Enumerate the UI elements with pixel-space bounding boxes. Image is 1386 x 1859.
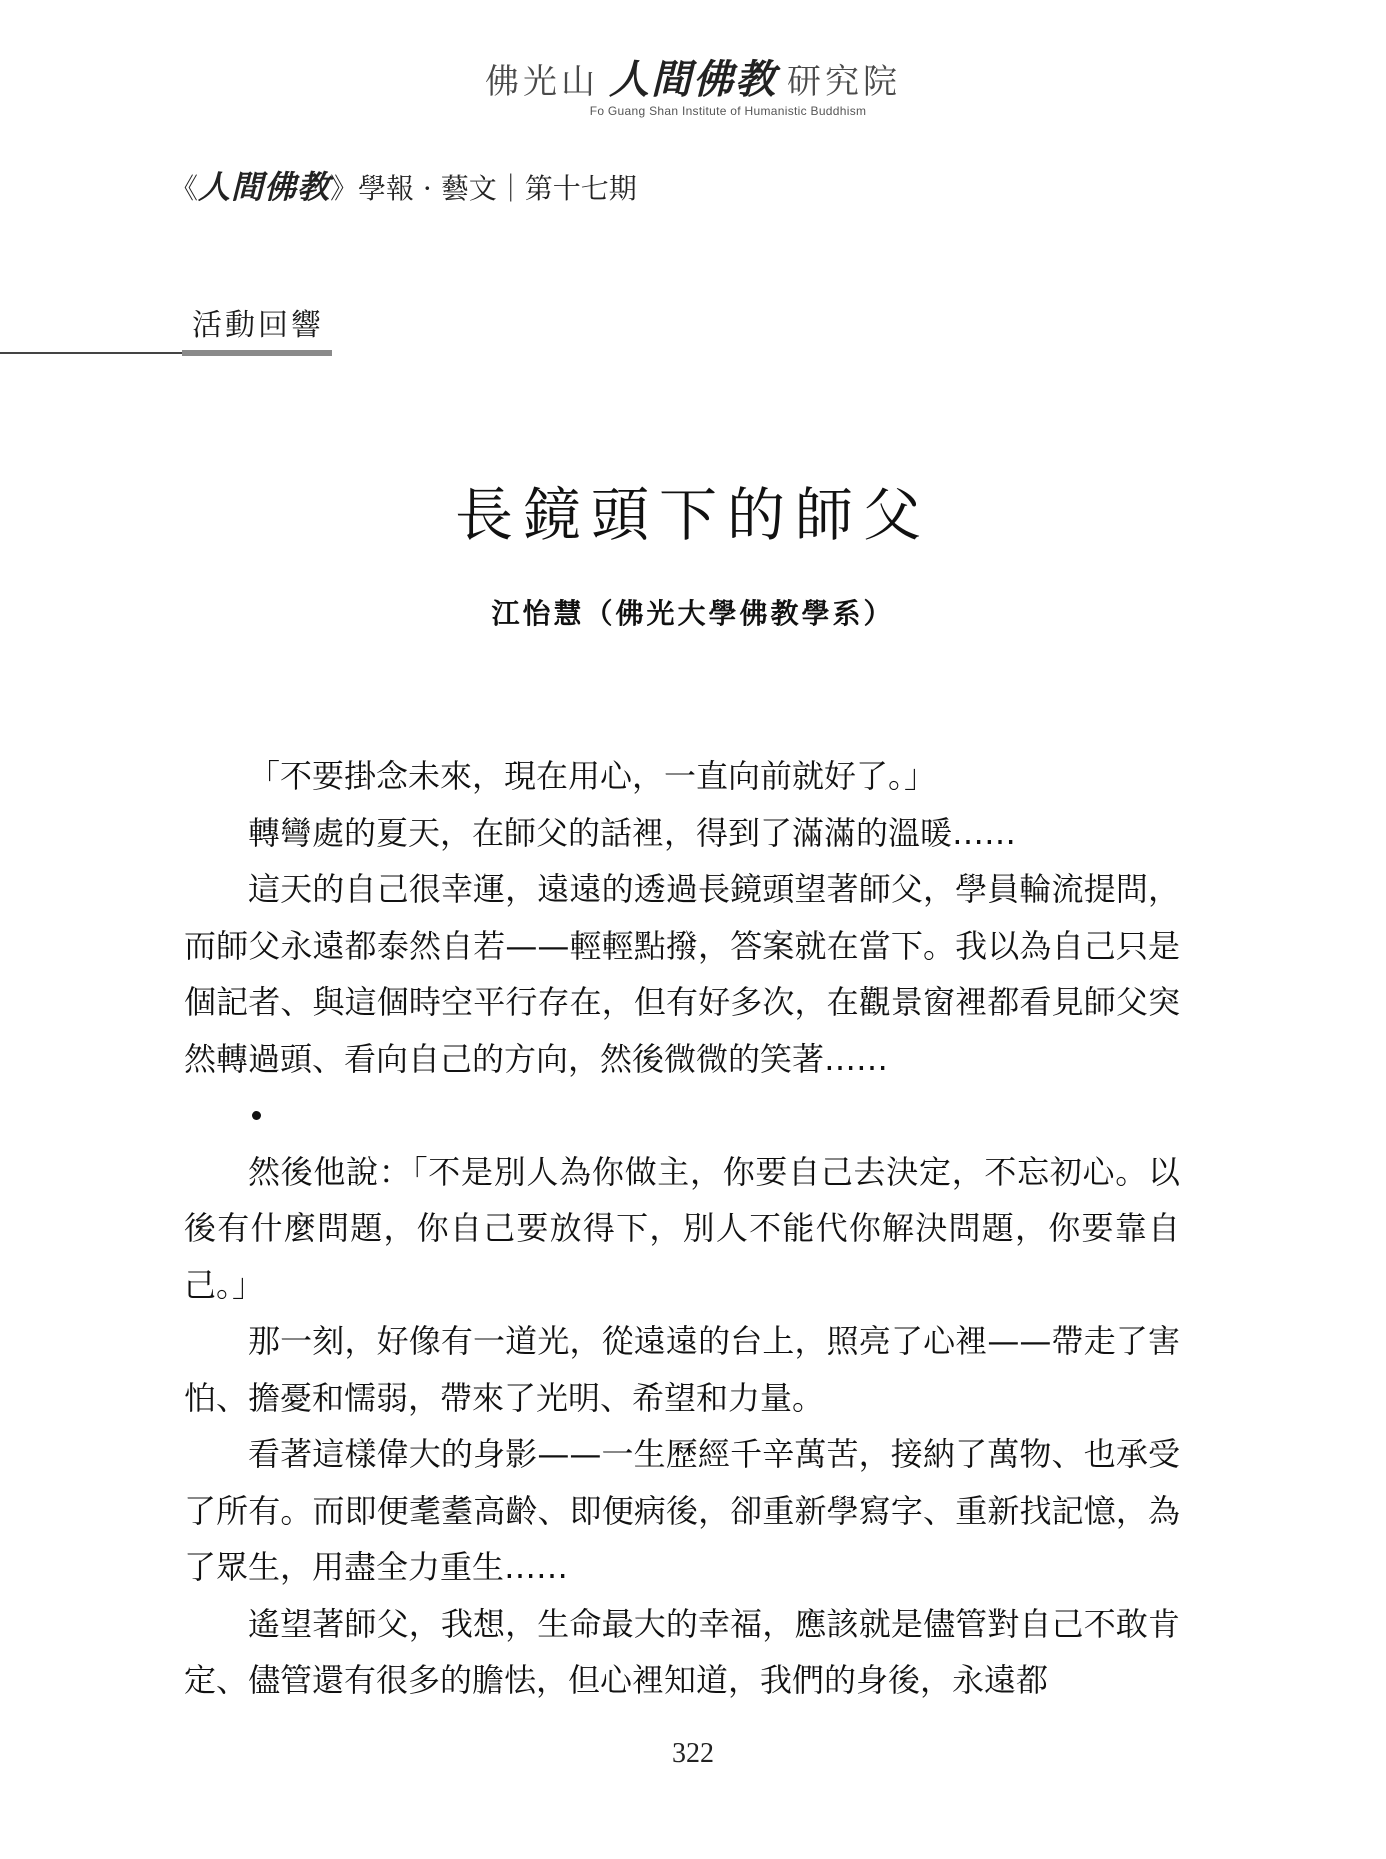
paragraph: 轉彎處的夏天，在師父的話裡，得到了滿滿的溫暖…… xyxy=(248,813,1017,852)
journal-open-bracket: 《 xyxy=(170,172,199,205)
paragraph: 這天的自己很幸運，遠遠的透過長鏡頭望著師父，學員輪流提問，而師父永遠都泰然自若——輕輕點撥，答案就在當下。我以為自己只是個記者、與這個時空平行存在，但有好多次，在觀景窗裡都看見師父突然轉過頭、看向自己的方向，然後微微的笑著…… xyxy=(184,870,1180,1078)
article-title: 長鏡頭下的師父 xyxy=(454,481,931,549)
journal-brand: 人間佛教 xyxy=(198,168,331,206)
article-body xyxy=(184,748,1180,1709)
paragraph: 遙望著師父，我想，生命最大的幸福，應該就是儘管對自己不敢肯定、儘管還有很多的膽怯，但心裡知道，我們的身後，永遠都 xyxy=(184,1604,1180,1699)
institute-prefix: 佛光山 xyxy=(485,62,599,102)
institute-header xyxy=(0,58,1386,118)
section-label: 活動回響 xyxy=(192,308,324,343)
institute-suffix: 研究院 xyxy=(787,62,901,102)
paragraph: 然後他說：「不是別人為你做主，你要自己去決定，不忘初心。以後有什麼問題，你自己要放得下，別人不能代你解決問題，你要靠自己。」 xyxy=(184,1152,1180,1304)
article-author: 江怡慧（佛光大學佛教學系） xyxy=(491,597,895,630)
institute-brand-logo: 人間佛教 xyxy=(609,57,777,103)
journal-issue: 》學報 · 藝文｜第十七期 xyxy=(330,172,637,205)
paragraph: 那一刻，好像有一道光，從遠遠的台上，照亮了心裡——帶走了害怕、擔憂和懦弱，帶來了光明、希望和力量。 xyxy=(184,1322,1180,1417)
journal-line xyxy=(170,162,637,208)
section-rule-accent xyxy=(182,350,332,356)
paragraph: 「不要掛念未來，現在用心，一直向前就好了。」 xyxy=(248,757,937,795)
institute-english-name: Fo Guang Shan Institute of Humanistic Buddhism xyxy=(589,104,867,118)
paragraph: 看著這樣偉大的身影——一生歷經千辛萬苦，接納了萬物、也承受了所有。而即便耄耋高齡、即便病後，卻重新學寫字、重新找記憶，為了眾生，用盡全力重生…… xyxy=(184,1435,1180,1586)
institute-name xyxy=(0,58,1386,104)
bullet-dot-icon xyxy=(252,1111,261,1120)
page-number: 322 xyxy=(672,1738,714,1769)
section-break xyxy=(184,1087,1180,1144)
